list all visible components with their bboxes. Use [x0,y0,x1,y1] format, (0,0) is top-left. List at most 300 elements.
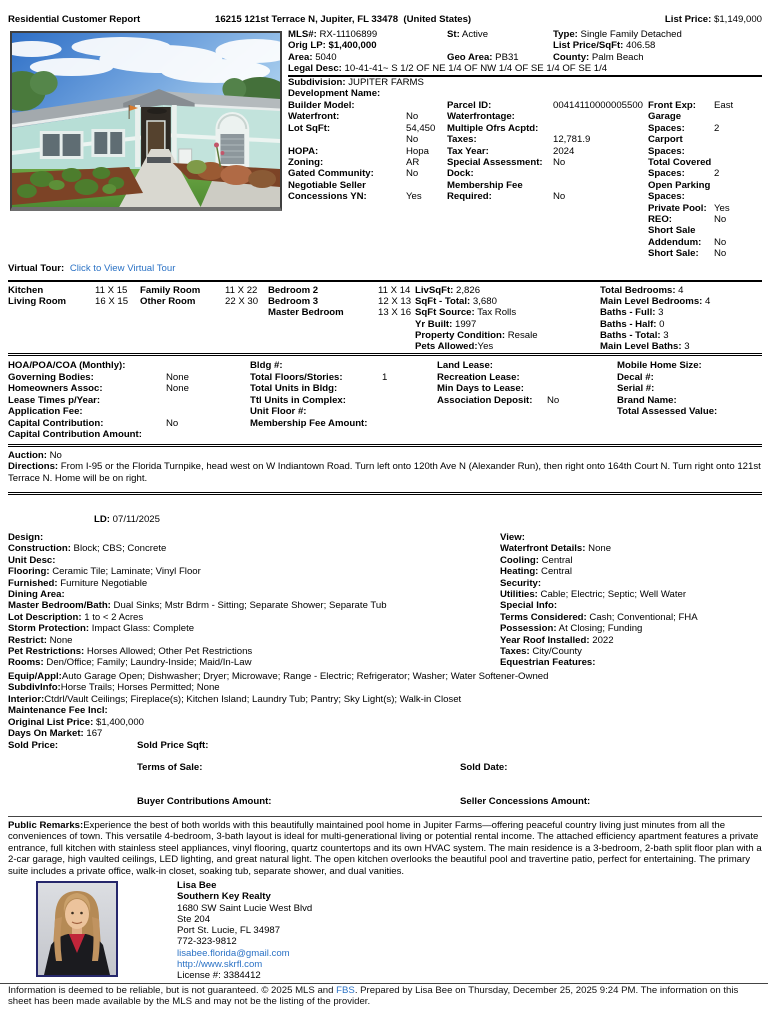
field-value: 4 [675,285,684,296]
agent-photo [36,881,118,977]
field-label: Baths - Total: [600,329,661,341]
field-label: Gated Community: [288,168,374,180]
field-value: Cable; Electric; Septic; Well Water [537,588,687,600]
field-value: 2024 [553,145,575,157]
field-value: Horses Allowed; Other Pet Restrictions [84,645,253,657]
field-row [415,319,538,330]
field-label: Garage [648,111,682,123]
field-label: Construction: [8,543,71,555]
field-value: PB31 [492,51,519,63]
field-label: Waterfront Details: [500,543,586,555]
field-row [415,285,538,296]
field-row [288,237,762,248]
field-value: 00414110000005500 [553,100,643,111]
field-value: Palm Beach [589,51,644,63]
field-row [8,623,494,634]
field-row [8,360,142,372]
field-value: 1 [382,371,388,383]
room-dimensions: 11 X 15 [95,285,128,296]
field-label: Negotiable Seller [288,179,366,191]
features-right-column [500,532,764,669]
field-row [288,146,762,157]
field-value: Central [538,554,573,566]
field-label: Lot SqFt: [288,122,331,134]
auction-row [8,450,62,461]
field-row [140,285,258,296]
field-label: Bldg #: [250,360,283,371]
room-name: Family Room [140,285,201,296]
field-row [500,578,764,589]
field-value: Cash; Conventional; FHA [586,611,698,623]
field-value: None [585,543,612,555]
field-row [288,77,762,88]
field-label: Private Pool: [648,202,707,214]
field-label: Total Units in Bldg: [250,383,338,394]
field-row [500,646,764,657]
field-label: LivSqFt: [415,285,454,296]
field-label: Carport [648,134,683,146]
field-label: Min Days to Lease: [437,383,524,394]
footer-fbs-link[interactable]: FBS [336,985,355,996]
field-row [437,372,532,384]
field-row [288,168,762,179]
field-label: Main Level Bedrooms: [600,296,703,308]
field-value: Hopa [406,145,429,157]
field-label: Days On Market: [8,727,84,739]
hoa-column-a [8,360,189,441]
field-label: Unit Floor #: [250,406,307,417]
field-value: $1,400,000 [93,716,144,728]
field-value: Yes [477,340,494,352]
field-label: Decal #: [617,371,654,383]
field-row [600,330,710,341]
field-row [288,100,762,111]
list-date-label: LD: [94,514,110,525]
field-row [8,671,762,682]
field-label: MLS#: [288,29,317,40]
buyer-contributions-label: Buyer Contributions Amount: [137,796,272,807]
footer-text-2: . Prepared by Lisa Bee on Thursday, December 25, 2025 9:24 PM. The information on this sheet has been made available by the MLS and may not be the listing of the provider. [8,985,741,1007]
room-name: Kitchen [8,285,44,296]
room-name: Other Room [140,296,196,308]
report-title: Residential Customer Report [8,14,141,25]
field-label: Main Level Baths: [600,340,682,352]
field-label: Multiple Ofrs Acptd: [447,122,539,134]
field-row [8,612,494,623]
field-label: Interior: [8,693,45,705]
field-value: 406.58 [623,40,656,52]
field-label: Area: [288,51,313,63]
field-label: Lease Times p/Year: [8,394,101,406]
field-label: Required: [447,191,492,203]
field-label: Recreation Lease: [437,371,520,383]
public-remarks [8,820,765,877]
field-row [437,360,532,372]
field-value: No [714,213,727,225]
field-label: Development Name: [288,88,381,100]
sold-price-label: Sold Price: [8,740,59,751]
field-row [437,383,532,395]
field-value: Single Family Detached [577,29,682,40]
field-value: 2,826 [453,285,481,296]
field-label: Open Parking [648,179,711,191]
field-label: Orig LP: [288,40,326,52]
field-row [288,52,762,63]
field [288,52,337,63]
field-label: Original List Price: [8,716,94,728]
field-value: 2022 [589,634,614,646]
field-row [8,600,494,611]
field-value: 1 to < 2 Acres [81,611,144,623]
field-value: AR [406,156,420,168]
extra-feature-lines [8,671,762,739]
field-row [250,395,367,407]
field-row [415,330,538,341]
field-row [288,191,762,202]
field-label: Yr Built: [415,318,453,330]
field-row [500,566,764,577]
property-address: 16215 121st Terrace N, Jupiter, FL 33478 (United States) [215,14,472,25]
field-label: Legal Desc: [288,63,342,75]
auction-label: Auction: [8,450,47,461]
field-row [250,406,367,418]
room-dimensions: 12 X 13 [378,296,412,308]
virtual-tour-label: Virtual Tour: [8,263,65,274]
field-label: Unit Desc: [8,554,56,566]
virtual-tour-link[interactable]: Click to View Virtual Tour [69,263,176,274]
field-value: 3 [655,307,664,319]
field-row [8,429,142,441]
field [553,52,644,63]
agent-phone: 772-323-9812 [177,936,237,948]
field-row [500,623,764,634]
field-label: Equip/Appl: [8,671,62,682]
hoa-column-b [250,360,388,429]
agent-photo-image [38,883,116,975]
field-row [8,635,494,646]
field-row [8,566,494,577]
field-value: 0 [656,318,665,330]
field-label: Furnished: [8,577,58,589]
field-label: Year Roof Installed: [500,634,590,646]
field-value: Furniture Negotiable [57,577,148,589]
field-value: JUPITER FARMS [345,77,424,88]
field-label: View: [500,532,525,543]
field-value: No [166,417,179,429]
list-date-row [94,514,160,525]
field-label: Pets Allowed: [415,340,478,352]
field-row [617,406,717,418]
field-label: Equestrian Features: [500,657,596,669]
field-row [8,578,494,589]
agent-card [177,880,312,982]
field-row [268,285,411,296]
list-price-label: List Price: [664,14,712,25]
field-label: Special Info: [500,600,558,612]
field-value: Ctdrl/Vault Ceilings; Fireplace(s); Kitchen Island; Laundry Tub; Pantry; Sky Light(s); Walk-in Closet [44,693,462,705]
field-label: Mobile Home Size: [617,360,702,371]
agent-license: License #: 3384412 [177,970,261,982]
room-dimensions: 11 X 22 [225,285,258,296]
field-value: 2 [714,168,720,180]
field-label: Spaces: [648,168,685,180]
field [447,52,519,63]
field-value: Auto Garage Open; Dishwasher; Dryer; Microwave; Range - Electric; Refrigerator; Washer; Water Softener-Owned [61,671,549,682]
field-label: Governing Bodies: [8,371,94,383]
field-label: Addendum: [648,236,702,248]
field-value: Yes [406,191,422,203]
field-label: Design: [8,532,44,543]
field-row [437,394,560,407]
property-photo [10,31,282,211]
field-row [8,657,494,668]
agent-website-link[interactable]: http://www.skrfl.com [177,959,263,971]
field-value: No [547,394,560,406]
field-row [288,225,762,236]
footer-divider [0,983,768,984]
field [288,63,607,74]
rooms-column-3 [268,285,412,319]
field-row [288,88,762,99]
field-label: Terms Considered: [500,611,587,623]
field-label: Land Lease: [437,360,493,371]
field-row [8,589,494,600]
field-row [500,589,764,600]
field-label: Capital Contribution Amount: [8,429,142,440]
field-value: Impact Glass: Complete [89,623,195,635]
field-label: Serial #: [617,383,655,394]
field-value: None [166,383,189,394]
field-row [288,248,762,259]
field-row [600,296,710,307]
field-label: Brand Name: [617,394,677,406]
field-row [288,63,762,74]
room-dimensions: 13 X 16 [378,307,412,319]
field-label: Property Condition: [415,329,506,341]
room-dimensions: 22 X 30 [225,296,259,308]
public-remarks-text: Experience the best of both worlds with this beautifully maintained pool home in Jupiter Farms—offering peaceful country living just minutes from all the conveniences of town. This versatile 4-bedroom, 3-bath layout is ideal for multi-generational living or potential rental income. The attached efficiency apartment features a private entrance, full kitchen with stainless steel appliances, vinyl flooring, quartz countertops and its own HVAC system. The main residence is a 3-bedroom, 2-bath split floor plan with a 2-car garage, high vaulted ceilings, LED lighting, and great natural light. The open kitchen overlooks the beautiful pool and travertine patio, perfect for entertaining. The primary suite includes a private office, walk-in closet, soaking tub, separate shower, and dual vanities. [8,820,765,877]
sold-date-label: Sold Date: [460,762,508,773]
rooms-column-2 [140,285,259,308]
field-label: Baths - Half: [600,318,657,330]
field-row [500,532,764,543]
field-row [617,372,717,384]
field-label: Application Fee: [8,406,83,417]
field-label: REO: [648,213,672,225]
field-value: Yes [714,202,730,214]
field-row [415,296,538,307]
field [447,29,488,40]
field-label: Type: [553,29,578,40]
field-value: No [714,248,727,260]
field-label: Concessions YN: [288,191,367,203]
field-value: 3 [660,329,669,341]
field-value: Den/Office; Family; Laundry-Inside; Maid/In-Law [43,657,252,669]
field-label: Security: [500,577,542,589]
seller-concessions-label: Seller Concessions Amount: [460,796,591,807]
remarks-divider [8,816,762,817]
field-value: No [406,134,419,146]
field-label: Baths - Full: [600,307,656,319]
field-label: Association Deposit: [437,394,533,406]
auction-value: No [46,450,62,461]
agent-email-link[interactable]: lisabee.florida@gmail.com [177,947,290,959]
directions-text: From I-95 or the Florida Turnpike, head west on W Indiantown Road. Turn left onto 120th Ave N (Alexander Run), then right onto 164th Court N. Turn right onto 121st Terrace N. Home will be on right. [8,461,764,484]
terms-of-sale-label: Terms of Sale: [137,762,203,773]
field-label: Spaces: [648,191,685,203]
field-value: City/County [529,645,582,657]
field-row [8,543,494,554]
field [288,88,380,99]
field-label: Front Exp: [648,100,696,111]
field-row [8,705,762,716]
field-value: 5040 [312,51,337,63]
field-label: Capital Contribution: [8,417,104,429]
room-dimensions: 11 X 14 [378,285,411,296]
field-row [288,111,762,122]
section-divider [8,353,762,356]
field-row [250,418,367,430]
field-label: Short Sale: [648,248,699,260]
directions [8,461,762,484]
field-label: Lot Description: [8,611,82,623]
field-label: Ttl Units in Complex: [250,394,346,406]
subdivision-block [288,77,762,100]
field-value: East [714,100,734,111]
field-value: 3 [681,340,690,352]
field-label: Homeowners Assoc: [8,383,103,394]
field-label: Taxes: [500,645,530,657]
field-row [288,214,762,225]
agent-address-3: Port St. Lucie, FL 34987 [177,925,281,937]
field-row [250,360,367,372]
field-value: Horse Trails; Horses Permitted; None [60,682,220,694]
agent-name: Lisa Bee [177,880,217,891]
summary-block [288,29,762,75]
sold-price-sqft-label: Sold Price Sqft: [137,740,209,751]
field [288,77,424,88]
field-label: Restrict: [8,634,47,646]
room-dimensions: 16 X 15 [95,296,129,308]
field-row [600,285,710,296]
field-label: Utilities: [500,588,538,600]
field-value: At Closing; Funding [556,623,643,635]
field-label: Tax Year: [447,145,489,157]
field-row [140,296,259,308]
field-value: Block; CBS; Concrete [70,543,167,555]
detail-grid [288,100,762,259]
field-label: Possession: [500,623,557,635]
section-divider [8,444,762,447]
field-value: No [553,156,566,168]
field-label: Spaces: [648,122,685,134]
agent-address-2: Ste 204 [177,913,211,925]
field-label: Master Bedroom/Bath: [8,600,111,612]
field-label: Total Covered [648,156,712,168]
field-label: Subdivision: [288,77,346,88]
field-label: Cooling: [500,554,539,566]
rooms-column-1 [8,285,129,308]
field-row [8,296,129,308]
field-label: HOPA: [288,145,319,157]
field-label: HOA/POA/COA (Monthly): [8,360,126,371]
field-value: No [714,236,727,248]
field-row [8,383,189,395]
field-value: $1,400,000 [325,40,377,52]
field-value: 12,781.9 [553,134,591,146]
field-value: 54,450 [406,122,436,134]
agent-address-1: 1680 SW Saint Lucie West Blvd [177,902,313,914]
field-label: Special Assessment: [447,156,543,168]
field-label: St: [447,29,460,40]
field-label: Zoning: [288,156,324,168]
field-row [250,371,388,384]
field-label: Membership Fee [447,179,523,191]
field-value: Central [538,566,572,578]
field-label: Parcel ID: [447,100,492,111]
field-row [8,728,762,739]
field-value: RX-11106899 [316,29,378,40]
field [288,40,377,51]
field-label: Taxes: [447,134,477,146]
field-label: List Price/SqFt: [553,40,624,52]
field-row [500,555,764,566]
field-label: Waterfront: [288,111,340,123]
field-row [8,532,494,543]
list-price [665,14,762,25]
field-row [8,717,762,728]
field-row [288,134,762,145]
field-value: Tax Rolls [474,307,517,319]
footer-disclaimer [8,986,762,1008]
room-name: Living Room [8,296,67,308]
field-row [600,319,710,330]
field-row [617,395,717,407]
field-label: County: [553,51,590,63]
directions-label: Directions: [8,461,59,472]
field-label: Dining Area: [8,588,65,600]
field-row [617,360,717,372]
features-left-column [8,532,494,669]
field [288,29,377,40]
field-value: No [553,191,566,203]
field-row [8,406,142,418]
room-name: Bedroom 2 [268,285,319,296]
field-row [600,341,710,352]
field-row [415,307,538,318]
field-value: 4 [702,296,711,308]
field-row [268,296,412,308]
section-divider [8,280,762,282]
section-divider [8,492,762,495]
field [553,29,682,40]
field-row [415,341,538,352]
bedrooms-baths-column [600,285,710,352]
field-row [8,555,494,566]
field-row [500,600,764,611]
field-label: SqFt - Total: [415,296,471,308]
field-value: Resale [505,329,538,341]
field-row [8,395,142,407]
field-value: 1997 [452,318,477,330]
field-label: Total Floors/Stories: [250,371,343,383]
house-photo-image [12,33,280,207]
field-label: Total Assessed Value: [617,406,718,417]
hoa-column-c [437,360,560,406]
field-label: Geo Area: [447,51,493,63]
room-name: Bedroom 3 [268,296,319,308]
field-value: No [406,168,419,180]
